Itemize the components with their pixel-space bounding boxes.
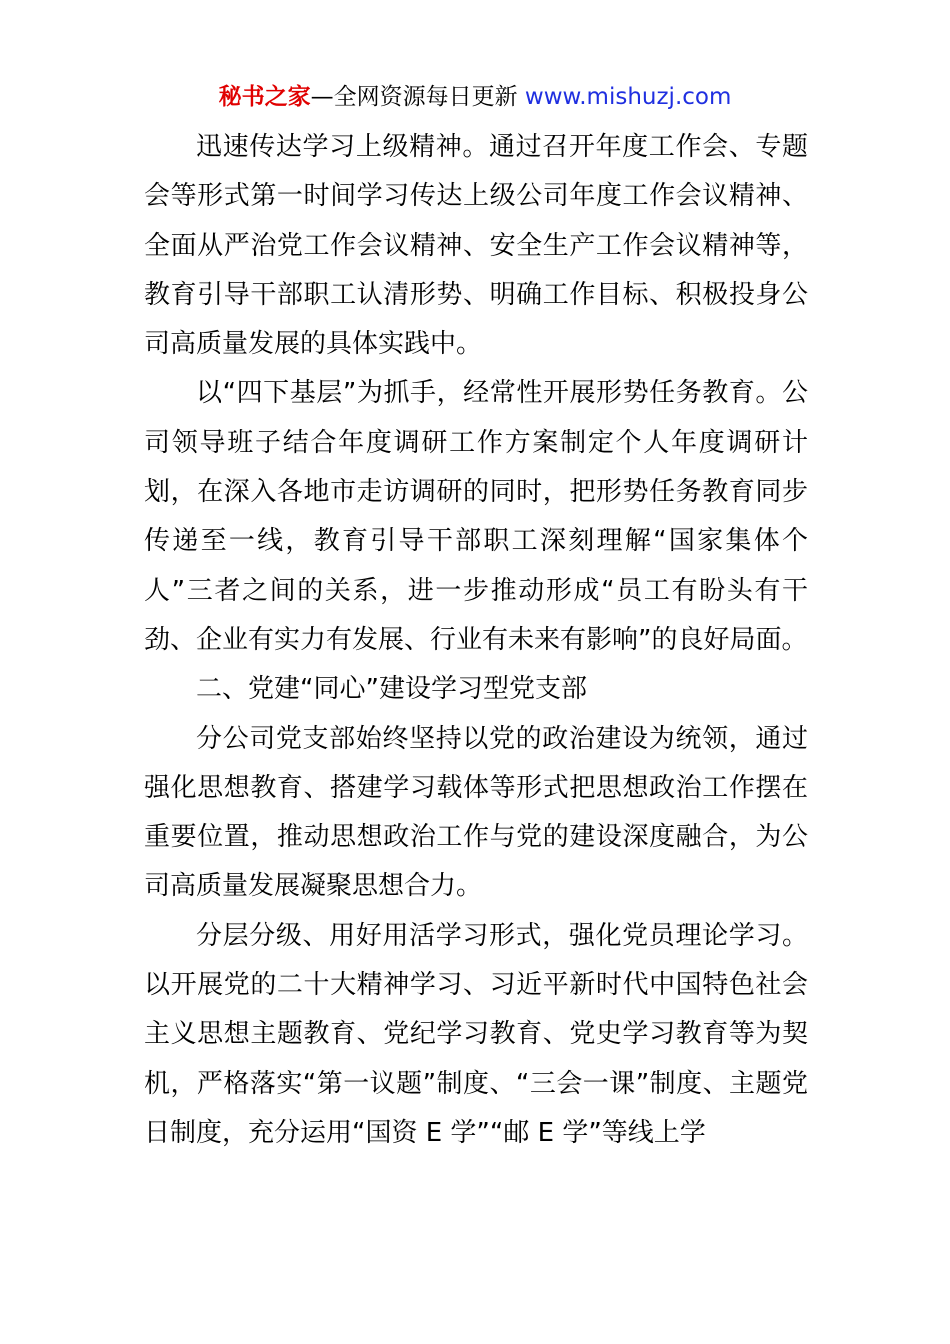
site-tagline: —全网资源每日更新 <box>310 84 525 110</box>
paragraph-convey-spirit: 迅速传达学习上级精神。通过召开年度工作会、专题会等形式第一时间学习传达上级公司年度工作会议精神、全面从严治党工作会议精神、安全生产工作会议精神等，教育引导干部职工认清形势、明确工作目标、积极投身公司高质量发展的具体实践中。 <box>144 132 808 360</box>
paragraph-four-grassroots: 以“四下基层”为抓手，经常性开展形势任务教育。公司领导班子结合年度调研工作方案制定个人年度调研计划，在深入各地市走访调研的同时，把形势任务教育同步传递至一线，教育引导干部职工深刻理解“国家集体个人”三者之间的关系，进一步推动形成“员工有盼头有干劲、企业有实力有发展、行业有未来有影响”的良好局面。 <box>144 378 808 655</box>
paragraph-branch-politics: 分公司党支部始终坚持以党的政治建设为统领，通过强化思想教育、搭建学习载体等形式把思想政治工作摆在重要位置，推动思想政治工作与党的建设深度融合，为公司高质量发展凝聚思想合力。 <box>144 723 808 902</box>
site-url-link[interactable]: www.mishuzj.com <box>524 84 732 110</box>
site-header <box>0 80 950 114</box>
site-brand: 秘书之家 <box>218 84 311 110</box>
document-body <box>144 123 808 1158</box>
section-heading-learning-branch: 二、党建“同心”建设学习型党支部 <box>196 674 587 705</box>
paragraph-tiered-learning: 分层分级、用好用活学习形式，强化党员理论学习。以开展党的二十大精神学习、习近平新时代中国特色社会主义思想主题教育、党纪学习教育、党史学习教育等为契机，严格落实“第一议题”制度、“三会一课”制度、主题党日制度，充分运用“国资 E 学”“邮 E 学”等线上学 <box>144 920 808 1148</box>
